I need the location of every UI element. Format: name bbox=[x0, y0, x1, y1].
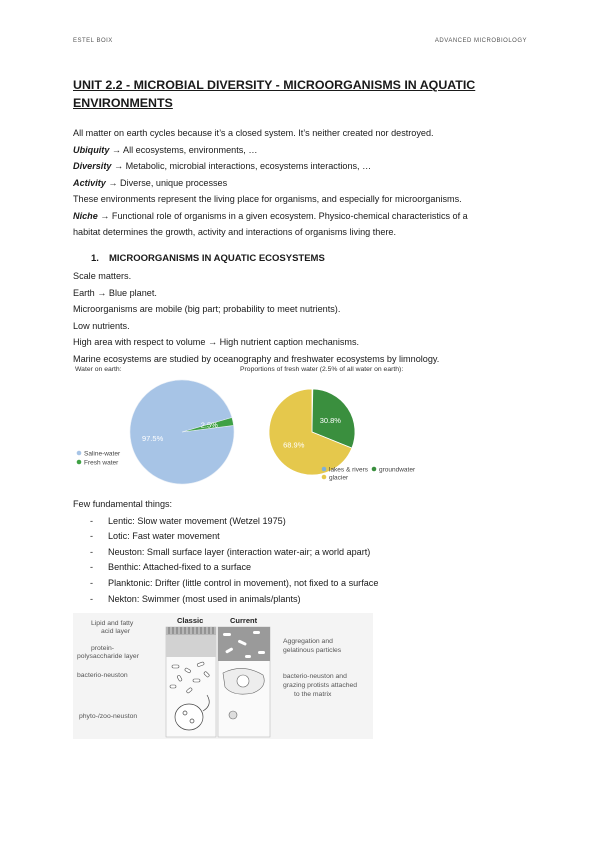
diagram-label: Lipid and fatty bbox=[91, 620, 134, 627]
niche-definition: → Functional role of organisms in a given ecosystem. Physico-chemical characteristics of a bbox=[97, 210, 468, 221]
diversity-term: Diversity bbox=[73, 161, 112, 171]
intro-line: All matter on earth cycles because it’s a closed system. It’s neither created nor destroyed. bbox=[73, 128, 434, 138]
diagram-label: bacterio-neuston and bbox=[283, 673, 347, 680]
pie-label-saline-water: 97.5% bbox=[141, 434, 164, 444]
intro-paragraph bbox=[73, 125, 528, 241]
activity-definition: → Diverse, unique processes bbox=[105, 177, 228, 188]
ubiquity-line bbox=[73, 142, 528, 159]
pie-chart-fresh-water bbox=[250, 378, 430, 488]
section-line: Low nutrients. bbox=[73, 320, 130, 331]
legend-swatch-fresh-water bbox=[77, 460, 82, 465]
list-item: - Lentic: Slow water movement (Wetzel 1975) bbox=[73, 514, 378, 530]
list-item: - Nekton: Swimmer (most used in animals/plants) bbox=[73, 592, 378, 608]
fundamentals-list bbox=[73, 497, 378, 607]
legend-label-groundwater: groundwater bbox=[379, 466, 416, 474]
diagram-label: bacterio-neuston bbox=[77, 672, 128, 679]
section-heading-text: MICROORGANISMS IN AQUATIC ECOSYSTEMS bbox=[108, 253, 325, 264]
list-item: - Neuston: Small surface layer (interaction water-air; a world apart) bbox=[73, 545, 378, 561]
diagram-label: polysaccharide layer bbox=[77, 653, 139, 660]
diagram-label: Aggregation and bbox=[283, 638, 333, 645]
diagram-label: acid layer bbox=[101, 628, 131, 635]
section-line: Earth → Blue planet. bbox=[73, 287, 157, 298]
list-item: - Lotic: Fast water movement bbox=[73, 529, 378, 545]
niche-line bbox=[73, 208, 528, 225]
section-paragraph bbox=[73, 268, 528, 367]
section-line: High area with respect to volume → High nutrient caption mechanisms. bbox=[73, 337, 360, 347]
legend-label-fresh-water: Fresh water bbox=[84, 459, 119, 467]
legend-label-saline-water: Saline-water bbox=[84, 450, 121, 458]
pie-chart-water-on-earth bbox=[70, 378, 240, 488]
section-heading bbox=[91, 253, 325, 264]
section-line: Microorganisms are mobile (big part; probability to meet nutrients). bbox=[73, 304, 341, 314]
diagram-label: phyto-/zoo-neuston bbox=[79, 713, 138, 720]
diagram-column-classic: Classic bbox=[177, 616, 204, 625]
activity-line bbox=[73, 175, 528, 192]
diversity-definition: → Metabolic, microbial interactions, ecosystems interactions, … bbox=[111, 161, 372, 171]
pie-label-groundwater: 30.8% bbox=[319, 415, 341, 425]
chart-title-water-on-earth: Water on earth: bbox=[75, 366, 122, 373]
pie-label-glacier: 68.9% bbox=[283, 440, 305, 450]
ubiquity-definition: → All ecosystems, environments, … bbox=[109, 144, 258, 155]
legend-swatch-groundwater bbox=[372, 467, 377, 472]
diagram-column-current: Current bbox=[230, 616, 258, 625]
neuston-diagram bbox=[73, 613, 373, 739]
intro-line: habitat determines the growth, activity and interactions of organisms living there. bbox=[73, 227, 396, 237]
ubiquity-term: Ubiquity bbox=[73, 144, 110, 155]
legend-label-lakes-rivers: lakes & rivers bbox=[329, 466, 369, 474]
diagram-label: grazing protists attached bbox=[283, 682, 358, 689]
diagram-label: gelatinous particles bbox=[283, 647, 342, 654]
legend-label-glacier: glacier bbox=[329, 474, 349, 482]
header-subject: ADVANCED MICROBIOLOGY bbox=[434, 38, 527, 44]
legend-swatch-lakes-rivers bbox=[322, 467, 327, 472]
activity-term: Activity bbox=[73, 177, 106, 188]
protein-layer bbox=[166, 635, 216, 657]
intro-line: These environments represent the living place for organisms, and especially for microorganisms. bbox=[73, 194, 462, 204]
niche-term: Niche bbox=[73, 210, 98, 221]
diversity-line bbox=[73, 158, 528, 175]
section-line: Marine ecosystems are studied by oceanography and freshwater ecosystems by limnology. bbox=[73, 353, 440, 364]
chart-title-fresh-water: Proportions of fresh water (2.5% of all water on earth): bbox=[240, 366, 404, 373]
legend-swatch-saline-water bbox=[77, 451, 82, 456]
pie-label-fresh-water: 2.5% bbox=[200, 420, 218, 430]
header-author: ESTEL BOIX bbox=[73, 38, 113, 44]
page-title: UNIT 2.2 - MICROBIAL DIVERSITY - MICROORGANISMS IN AQUATIC ENVIRONMENTS bbox=[73, 78, 476, 110]
diagram-label: protein- bbox=[91, 645, 115, 652]
lipid-layer bbox=[166, 627, 216, 635]
section-line: Scale matters. bbox=[73, 271, 132, 281]
list-item: - Planktonic: Drifter (little control in movement), not fixed to a surface bbox=[73, 576, 378, 592]
list-intro: Few fundamental things: bbox=[73, 499, 173, 509]
legend-swatch-glacier bbox=[322, 475, 327, 480]
list-item: - Benthic: Attached-fixed to a surface bbox=[73, 560, 378, 576]
section-number: 1. bbox=[91, 253, 99, 264]
diagram-label: to the matrix bbox=[294, 691, 332, 698]
